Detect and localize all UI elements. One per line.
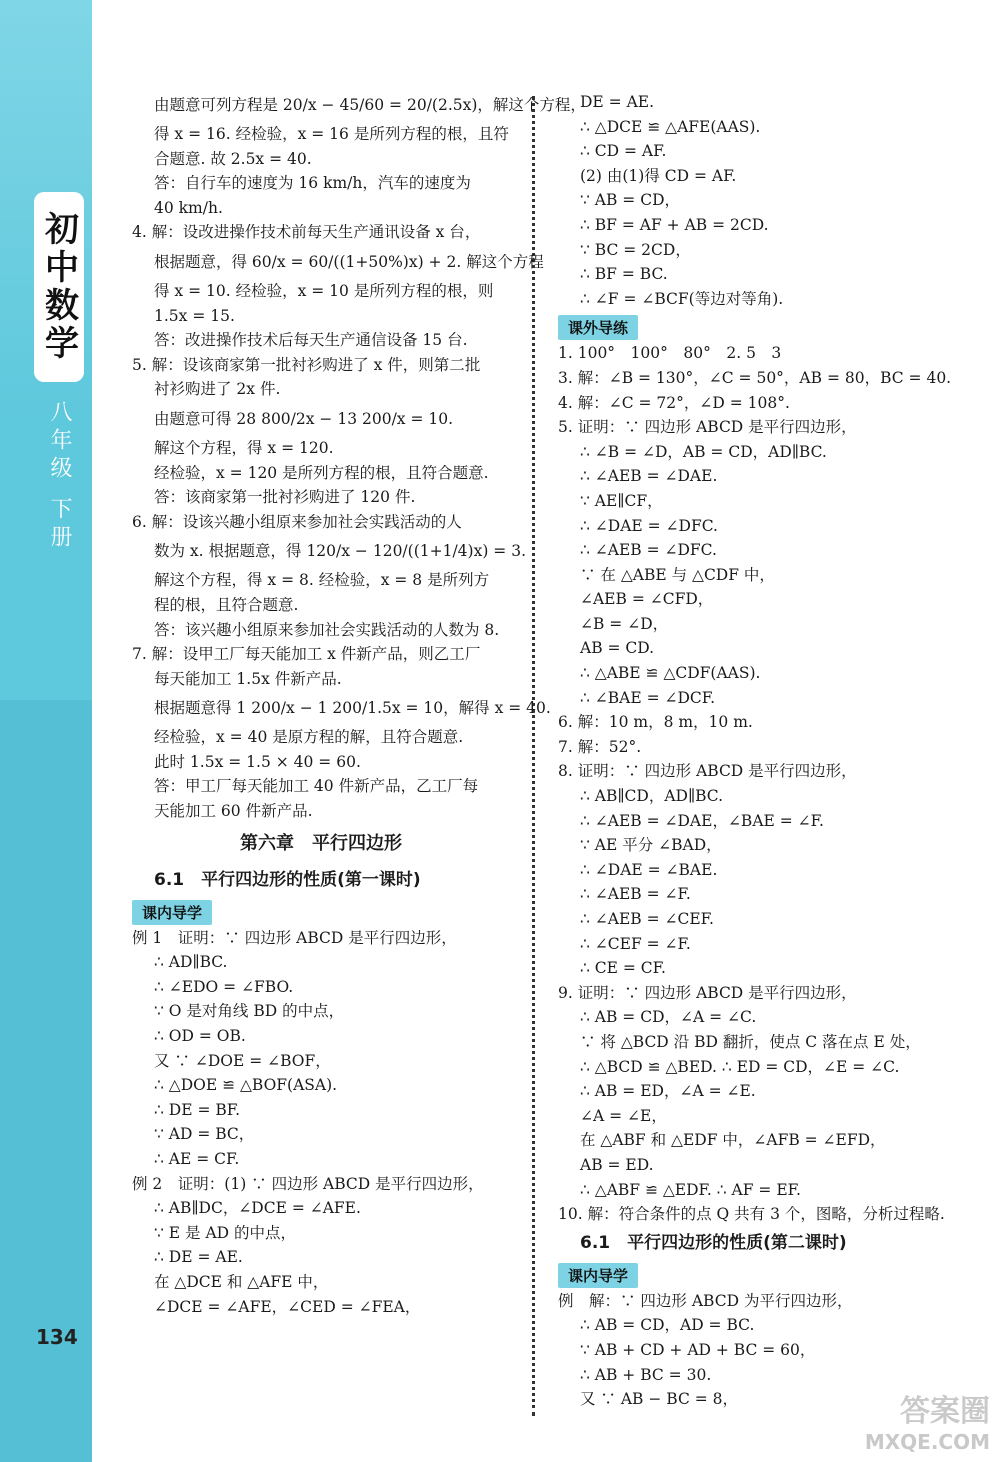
text-line: 程的根，且符合题意. [154, 595, 299, 614]
text-line: ∴ BF = AF + AB = 2CD. [580, 215, 769, 234]
text-line: 例 1 证明：∵ 四边形 ABCD 是平行四边形， [132, 928, 457, 947]
text-line: 答：该商家第一批衬衫购进了 120 件. [154, 488, 416, 507]
text-line: 经检验，x = 40 是原方程的解，且符合题意. [154, 728, 464, 747]
text-line: 4. 解：设改进操作技术前每天生产通讯设备 x 台， [132, 223, 481, 242]
text-line: ∴ ∠AEB = ∠F. [580, 885, 691, 904]
grade-label: 八年级 下册 [47, 400, 72, 553]
text-line: 解这个方程，得 x = 8. 经检验，x = 8 是所列方 [154, 571, 490, 590]
text-line: 9. 证明：∵ 四边形 ABCD 是平行四边形， [558, 983, 857, 1002]
tag-row-2 [558, 311, 938, 341]
text-line: ∵ AE∥CF， [580, 491, 663, 510]
text-line: ∵ AB = CD， [580, 191, 681, 210]
text-line: ∵ AB + CD + AD + BC = 60， [580, 1340, 816, 1359]
right-answers-a [558, 90, 938, 311]
text-line: ∴ ∠EDO = ∠FBO. [154, 977, 294, 996]
text-line: 6. 解：设该兴趣小组原来参加社会实践活动的人 [132, 512, 462, 531]
text-line: ∵ O 是对角线 BD 的中点， [154, 1002, 345, 1021]
text-line: ∴ ∠DAE = ∠DFC. [580, 516, 718, 535]
right-column [558, 90, 952, 1412]
subject-box [34, 192, 84, 382]
text-line: 根据题意，得 60/x = 60/((1+50%)x) + 2. 解这个方程 [154, 252, 544, 271]
subject-title: 初中数学 [38, 211, 79, 363]
text-line: 7. 解：52°. [558, 737, 642, 756]
text-line: 解这个方程，得 x = 120. [154, 438, 334, 457]
text-line: ∠DCE = ∠AFE，∠CED = ∠FEA， [154, 1297, 421, 1316]
text-line: ∴ AB = CD，∠A = ∠C. [580, 1008, 757, 1027]
text-line: 10. 解：符合条件的点 Q 共有 3 个，图略，分析过程略. [558, 1205, 945, 1224]
text-line: ∴ ∠AEB = ∠DAE，∠BAE = ∠F. [580, 811, 824, 830]
text-line: ∴ AB = CD，AD = BC. [580, 1316, 755, 1335]
text-line: ∴ ∠CEF = ∠F. [580, 934, 691, 953]
text-line: 根据题意得 1 200/x − 1 200/1.5x = 10，解得 x = 40. [154, 699, 551, 718]
text-line: ∴ ∠AEB = ∠CEF. [580, 910, 714, 928]
text-line: 答：甲工厂每天能加工 40 件新产品，乙工厂每 [154, 777, 479, 796]
page-number: 134 [36, 1325, 78, 1349]
tag-in-class-2: 课内导学 [558, 1263, 638, 1288]
text-line: ∵ AE 平分 ∠BAD， [580, 836, 722, 855]
text-line: 8. 证明：∵ 四边形 ABCD 是平行四边形， [558, 762, 857, 781]
text-line: ∠AEB = ∠CFD， [580, 590, 714, 609]
text-line: 经检验，x = 120 是所列方程的根，且符合题意. [154, 463, 489, 482]
right-answers-b [558, 341, 952, 1226]
section-heading-1: 6.1 平行四边形的性质(第一课时) [154, 869, 421, 890]
text-line: 由题意可得 28 800/2x − 13 200/x = 10. [154, 409, 454, 428]
text-line: ∴ CE = CF. [580, 959, 666, 978]
tag-row-1 [132, 896, 510, 926]
tag-in-class: 课内导学 [132, 900, 212, 925]
text-line: 在 △DCE 和 △AFE 中， [154, 1272, 329, 1291]
section-heading-2: 6.1 平行四边形的性质(第二课时) [580, 1232, 847, 1253]
text-line: ∴ OD = OB. [154, 1027, 246, 1046]
text-line: ∵ 将 △BCD 沿 BD 翻折，使点 C 落在点 E 处， [580, 1032, 921, 1051]
text-line: 衬衫购进了 2x 件. [154, 380, 281, 399]
tag-row-3 [558, 1259, 938, 1289]
text-line: ∴ ∠F = ∠BCF(等边对等角). [580, 289, 784, 308]
text-line: 又 ∵ AB − BC = 8， [580, 1390, 739, 1409]
text-line: ∵ BC = 2CD， [580, 240, 691, 259]
left-column [132, 88, 586, 1319]
text-line: ∴ ∠B = ∠D，AB = CD，AD∥BC. [580, 442, 827, 461]
text-line: 由题意可列方程是 20/x − 45/60 = 20/(2.5x)，解这个方程， [154, 96, 586, 114]
watermark-main: 答案圈 [900, 1394, 990, 1429]
text-line: 答：改进操作技术后每天生产通信设备 15 台. [154, 331, 468, 350]
text-line: ∴ AD∥BC. [154, 953, 228, 972]
text-line: ∴ △ABF ≌ △EDF. ∴ AF = EF. [580, 1180, 801, 1199]
text-line: 7. 解：设甲工厂每天能加工 x 件新产品，则乙工厂 [132, 645, 481, 664]
text-line: ∴ AB∥DC，∠DCE = ∠AFE. [154, 1199, 361, 1218]
text-line: ∴ AB = ED，∠A = ∠E. [580, 1082, 756, 1101]
column-divider [532, 96, 535, 1416]
text-line: ∴ △BCD ≌ △BED. ∴ ED = CD，∠E = ∠C. [580, 1057, 900, 1076]
text-line: 得 x = 16. 经检验，x = 16 是所列方程的根，且符 [154, 125, 509, 143]
text-line: 40 km/h. [154, 198, 223, 217]
text-line: 又 ∵ ∠DOE = ∠BOF， [154, 1051, 331, 1070]
text-line: ∴ DE = AE. [154, 1248, 243, 1267]
text-line: 天能加工 60 件新产品. [154, 802, 313, 821]
watermark-sub: MXQE.COM [864, 1430, 990, 1454]
text-line: ∠B = ∠D， [580, 614, 669, 633]
text-line: 3. 解：∠B = 130°，∠C = 50°，AB = 80，BC = 40. [558, 368, 952, 387]
text-line: ∴ ∠BAE = ∠DCF. [580, 688, 716, 707]
text-line: ∵ 在 △ABE 与 △CDF 中， [580, 565, 775, 584]
text-line: 例 2 证明：(1) ∵ 四边形 ABCD 是平行四边形， [132, 1174, 484, 1193]
text-line: 数为 x. 根据题意，得 120/x − 120/((1+1/4)x) = 3. [154, 542, 527, 561]
text-line: 1.5x = 15. [154, 306, 235, 325]
text-line: ∴ AE = CF. [154, 1150, 240, 1168]
tag-after-class: 课外导练 [558, 315, 638, 340]
text-line: ∵ AD = BC， [154, 1125, 255, 1144]
text-line: 此时 1.5x = 1.5 × 40 = 60. [154, 752, 361, 771]
text-line: ∴ ∠DAE = ∠BAE. [580, 860, 718, 879]
text-line: 得 x = 10. 经检验，x = 10 是所列方程的根，则 [154, 281, 494, 300]
left-answers [132, 88, 586, 824]
text-line: 合题意. 故 2.5x = 40. [154, 149, 312, 168]
text-line: 每天能加工 1.5x 件新产品. [154, 669, 342, 688]
text-line: 答：该兴趣小组原来参加社会实践活动的人数为 8. [154, 620, 500, 639]
text-line: ∴ AB + BC = 30. [580, 1365, 712, 1384]
text-line: ∴ ∠AEB = ∠DFC. [580, 541, 717, 560]
text-line: ∵ E 是 AD 的中点， [154, 1223, 297, 1242]
text-line: ∠A = ∠E， [580, 1106, 667, 1125]
text-line: (2) 由(1)得 CD = AF. [580, 166, 737, 185]
text-line: ∴ △ABE ≌ △CDF(AAS). [580, 664, 761, 683]
text-line: 6. 解：10 m，8 m，10 m. [558, 713, 753, 732]
text-line: ∴ AB∥CD，AD∥BC. [580, 787, 724, 806]
text-line: AB = ED. [580, 1155, 654, 1174]
text-line: 答：自行车的速度为 16 km/h，汽车的速度为 [154, 174, 471, 193]
text-line: DE = AE. [580, 93, 655, 111]
chapter-heading: 第六章 平行四边形 [240, 832, 402, 854]
text-line: ∴ DE = BF. [154, 1100, 241, 1119]
text-line: 例 解：∵ 四边形 ABCD 为平行四边形， [558, 1291, 853, 1310]
text-line: ∴ ∠AEB = ∠DAE. [580, 467, 718, 486]
text-line: 在 △ABF 和 △EDF 中，∠AFB = ∠EFD， [580, 1131, 886, 1150]
text-line: ∴ CD = AF. [580, 142, 667, 161]
text-line: ∴ BF = BC. [580, 265, 668, 284]
left-examples [132, 926, 510, 1320]
watermark [865, 1386, 990, 1454]
text-line: ∴ △DOE ≌ △BOF(ASA). [154, 1076, 338, 1095]
text-line: 1. 100° 100° 80° 2. 5 3 [558, 344, 782, 363]
text-line: 5. 证明：∵ 四边形 ABCD 是平行四边形， [558, 418, 857, 437]
text-line: AB = CD. [580, 639, 655, 658]
text-line: 4. 解：∠C = 72°，∠D = 108°. [558, 393, 790, 412]
text-line: ∴ △DCE ≌ △AFE(AAS). [580, 117, 761, 136]
text-line: 5. 解：设该商家第一批衬衫购进了 x 件，则第二批 [132, 355, 481, 374]
